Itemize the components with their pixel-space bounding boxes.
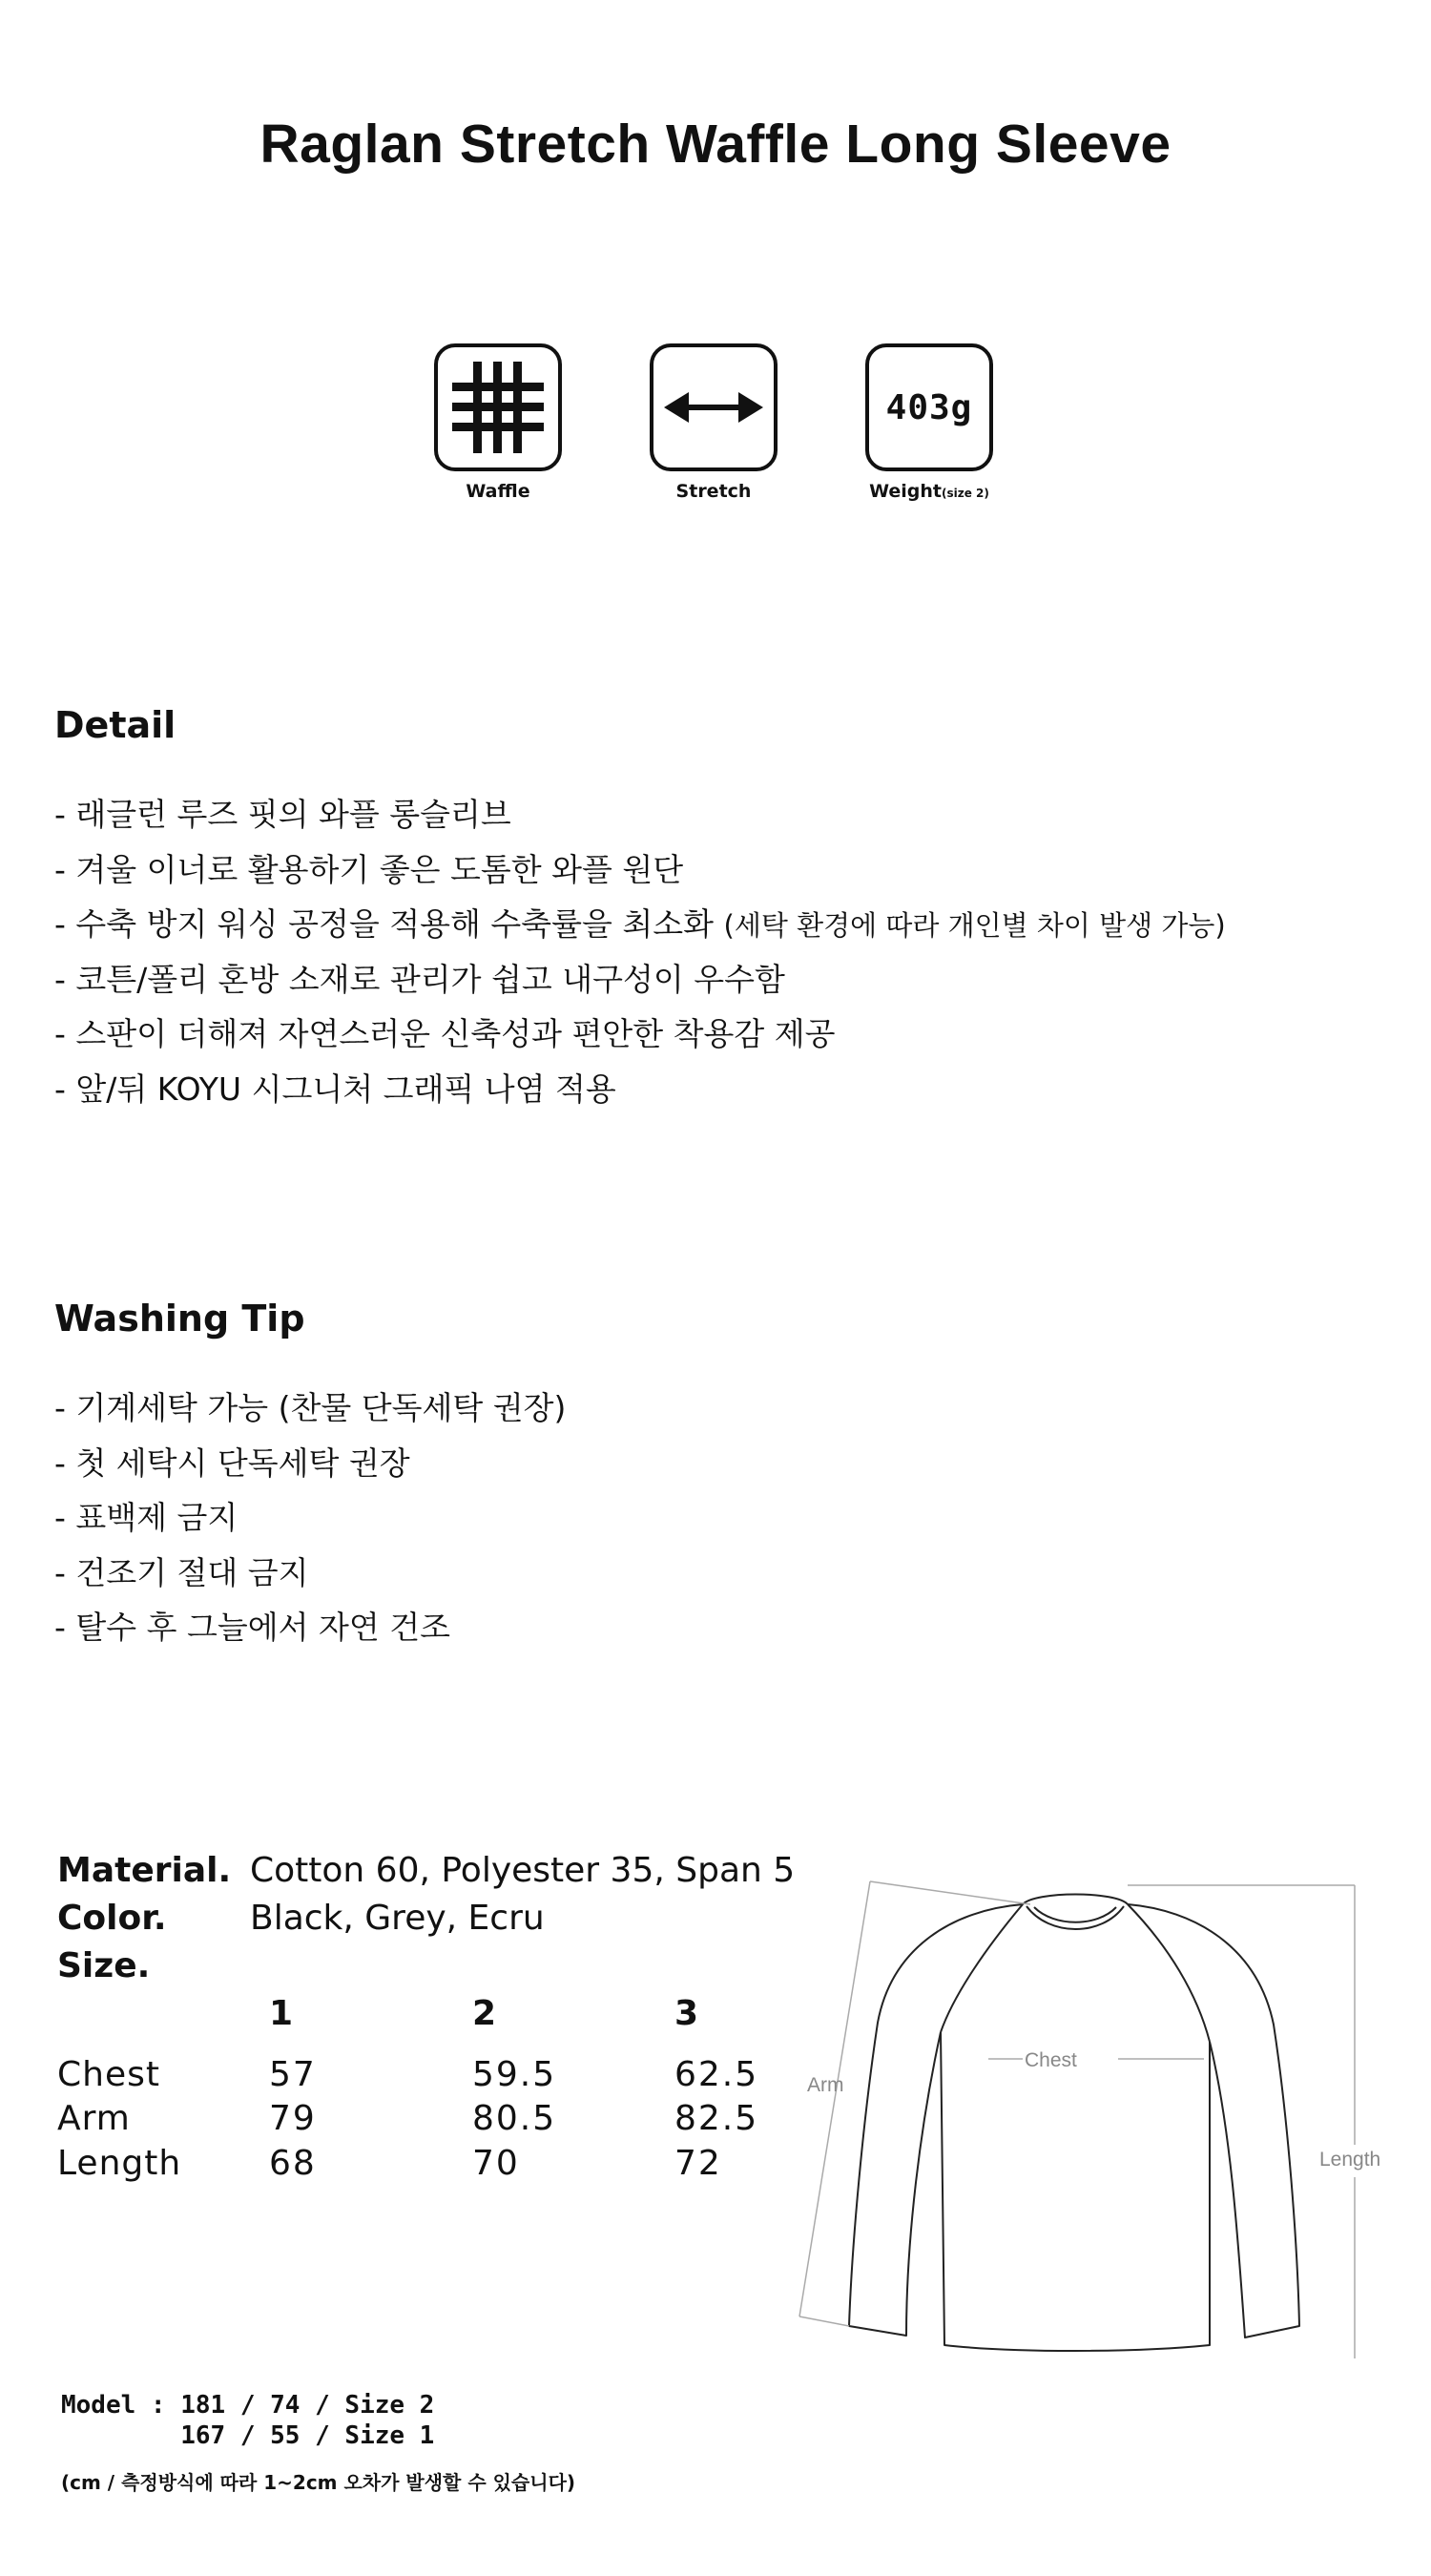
row-label-chest: Chest: [57, 2055, 160, 2094]
double-arrow-icon: [650, 343, 778, 471]
row-label-arm: Arm: [57, 2099, 131, 2138]
list-item-text: - 수축 방지 워싱 공정을 적용해 수축률을 최소화: [54, 905, 724, 943]
model-line-1: Model : 181 / 74 / Size 2: [61, 2391, 435, 2420]
feature-label: Stretch: [675, 481, 752, 502]
table-cell: 82.5: [674, 2099, 759, 2138]
list-item: [54, 897, 1226, 952]
color-label: Color.: [57, 1899, 167, 1938]
size-header: 3: [674, 1994, 699, 2033]
list-item: [54, 952, 1226, 1008]
shirt-outline: [849, 1895, 1299, 2352]
list-item: - 탈수 후 그늘에서 자연 건조: [54, 1609, 451, 1646]
table-cell: 62.5: [674, 2055, 759, 2094]
detail-heading: Detail: [54, 704, 176, 746]
feature-waffle: [431, 343, 565, 502]
feature-label: [862, 481, 996, 502]
list-item: - 표백제 금지: [54, 1499, 238, 1536]
table-cell: 70: [472, 2144, 520, 2183]
chest-label: Chest: [1025, 2049, 1077, 2071]
measurement-footnote: (cm / 측정방식에 따라 1~2cm 오차가 발생할 수 있습니다): [61, 2471, 576, 2494]
table-cell: 72: [674, 2144, 722, 2183]
list-item-text: - 앞/뒤 KOYU 시그니처 그래픽 나염 적용: [54, 1070, 616, 1108]
feature-label: Waffle: [466, 481, 530, 502]
weight-value: 403g: [885, 387, 973, 427]
feature-weight: [862, 343, 996, 502]
list-item-text: - 코튼/폴리 혼방 소재로 관리가 쉽고 내구성이 우수함: [54, 960, 785, 998]
table-cell: 80.5: [472, 2099, 557, 2138]
washing-list: [54, 1381, 566, 1655]
feature-stretch: [647, 343, 780, 502]
color-value: Black, Grey, Ecru: [250, 1899, 545, 1938]
model-info: [61, 2390, 434, 2451]
list-item: [54, 842, 1226, 898]
model-line-2: 167 / 55 / Size 1: [61, 2421, 435, 2450]
row-label-length: Length: [57, 2144, 182, 2183]
material-value: Cotton 60, Polyester 35, Span 5: [250, 1851, 796, 1890]
measurement-diagram: [782, 1870, 1412, 2366]
waffle-grid-icon: [434, 343, 562, 471]
table-cell: 79: [269, 2099, 317, 2138]
material-label: Material.: [57, 1851, 232, 1890]
weight-size-note: (size 2): [942, 487, 989, 500]
size-label: Size.: [57, 1946, 151, 1985]
list-item: [54, 1007, 1226, 1062]
list-item: - 건조기 절대 금지: [54, 1553, 309, 1591]
washing-heading: Washing Tip: [54, 1298, 305, 1340]
list-item-text: - 래글런 루즈 핏의 와플 롱슬리브: [54, 796, 511, 833]
list-item: [54, 1062, 1226, 1117]
list-item: - 첫 세탁시 단독세탁 권장: [54, 1444, 410, 1482]
table-cell: 68: [269, 2144, 317, 2183]
list-item-note: (세탁 환경에 따라 개인별 차이 발생 가능): [723, 909, 1226, 942]
size-header: 1: [269, 1994, 294, 2033]
arm-label: Arm: [807, 2074, 844, 2096]
table-cell: 57: [269, 2055, 317, 2094]
list-item-text: - 스판이 더해져 자연스러운 신축성과 편안한 착용감 제공: [54, 1015, 836, 1052]
length-label: Length: [1319, 2149, 1381, 2171]
weight-label: Weight: [869, 481, 942, 502]
table-cell: 59.5: [472, 2055, 557, 2094]
measure-lines: [799, 1881, 1355, 2358]
list-item-text: - 겨울 이너로 활용하기 좋은 도톰한 와플 원단: [54, 850, 684, 888]
product-title: Raglan Stretch Waffle Long Sleeve: [259, 114, 1172, 175]
list-item: - 기계세탁 가능 (찬물 단독세탁 권장): [54, 1389, 567, 1426]
size-header: 2: [472, 1994, 497, 2033]
weight-badge: [865, 343, 993, 471]
detail-list: [54, 787, 1226, 1116]
list-item: [54, 787, 1226, 842]
